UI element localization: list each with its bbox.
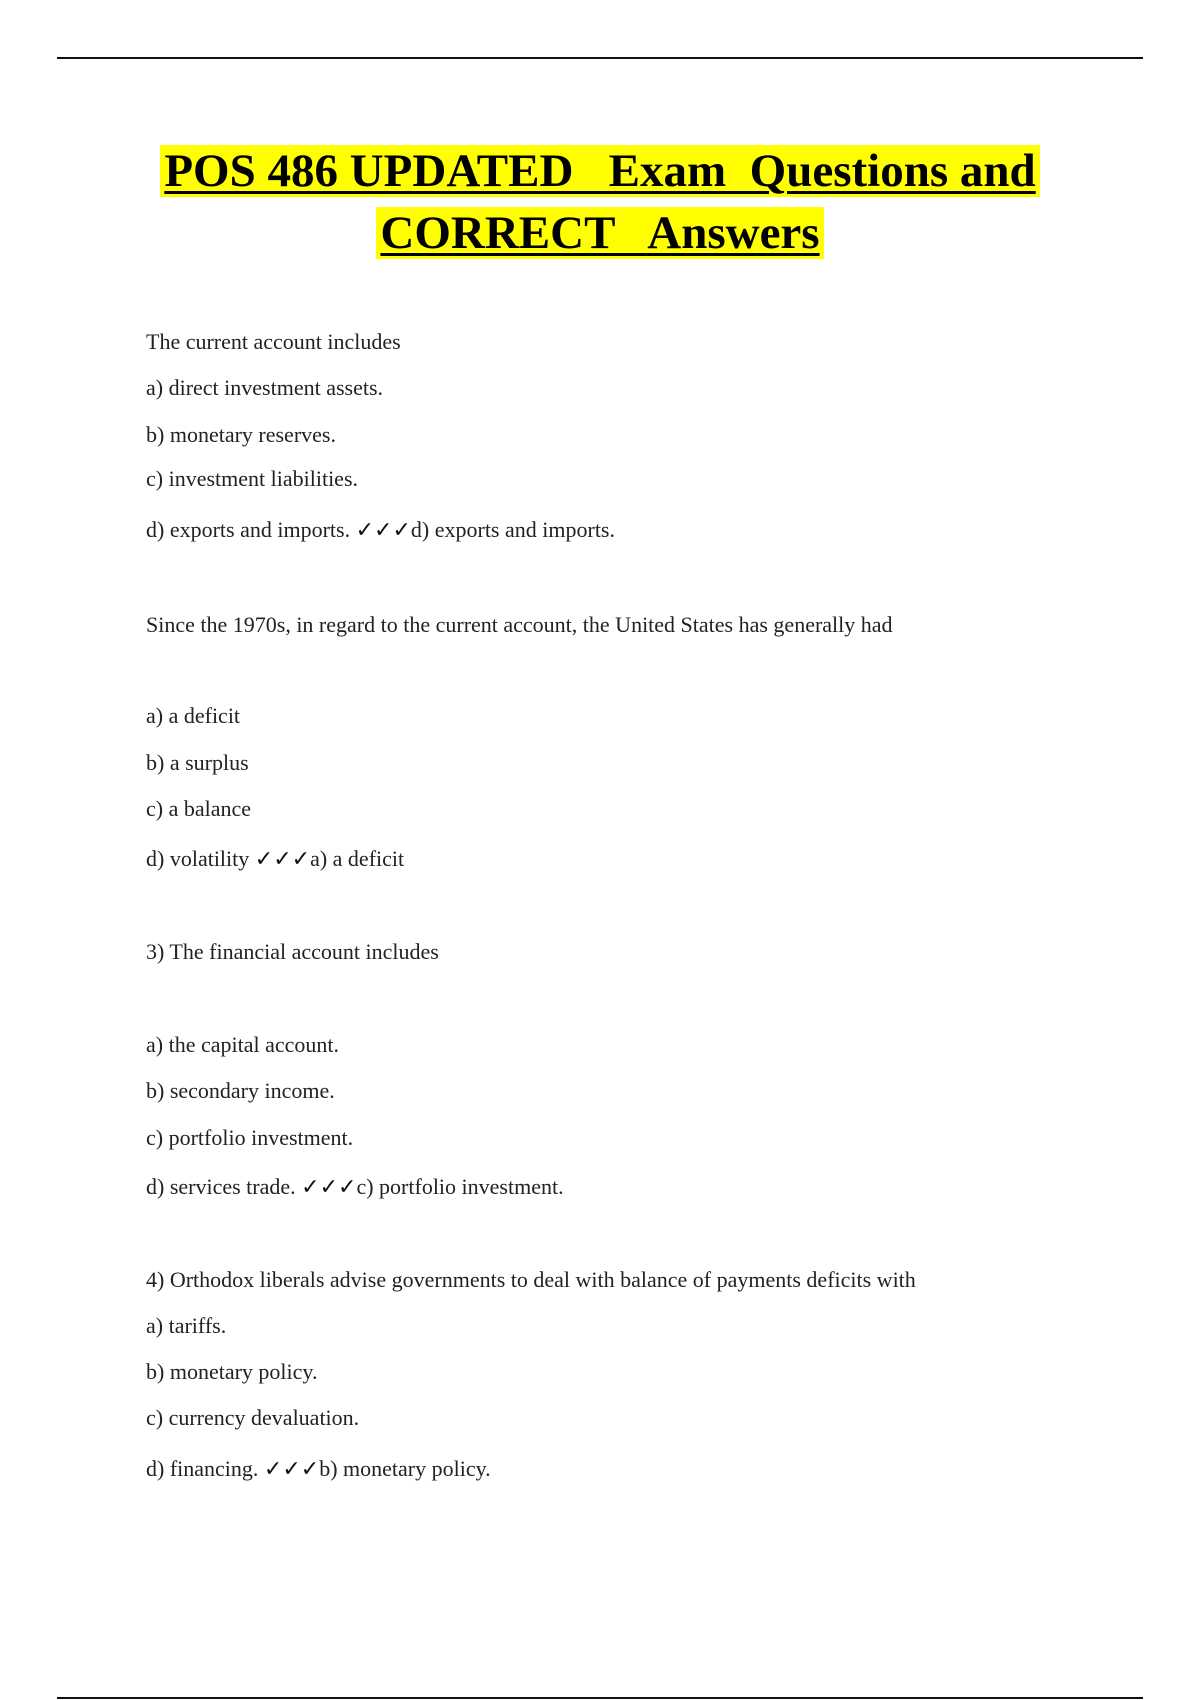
question-3-option-d: d) services trade. xyxy=(146,1174,302,1199)
question-3-option-b: b) secondary income. xyxy=(146,1078,335,1103)
title-line-2: CORRECT Answers xyxy=(376,207,823,259)
question-3-option-a: a) the capital account. xyxy=(146,1032,340,1057)
question-1-option-d: d) exports and imports. xyxy=(146,517,356,542)
question-1-option-c: c) investment liabilities. xyxy=(146,466,359,491)
question-4-option-b: b) monetary policy. xyxy=(146,1359,318,1384)
question-3-prompt: 3) The financial account includes xyxy=(146,939,439,964)
question-2-option-c: c) a balance xyxy=(146,796,252,821)
question-4-answer: b) monetary policy. xyxy=(319,1456,491,1481)
check-marks-icon: ✓✓✓ xyxy=(355,518,411,543)
question-2-answer: a) a deficit xyxy=(310,846,405,871)
question-4-option-c: c) currency devaluation. xyxy=(146,1405,360,1430)
question-2-option-d-line xyxy=(146,845,404,874)
check-marks-icon: ✓✓✓ xyxy=(263,1457,320,1482)
check-marks-icon: ✓✓✓ xyxy=(254,847,311,872)
question-2-prompt: Since the 1970s, in regard to the current account, the United States has generally had xyxy=(146,612,893,637)
question-1-option-b: b) monetary reserves. xyxy=(146,422,336,447)
check-marks-icon: ✓✓✓ xyxy=(301,1175,357,1200)
question-1-option-a: a) direct investment assets. xyxy=(146,375,384,400)
question-3-option-c: c) portfolio investment. xyxy=(146,1125,354,1150)
question-1-option-d-line xyxy=(146,516,615,545)
question-1-answer: d) exports and imports. xyxy=(410,517,615,542)
question-4-option-d: d) financing. xyxy=(146,1456,264,1481)
title-line-1: POS 486 UPDATED Exam Questions and xyxy=(160,145,1039,197)
question-1-prompt: The current account includes xyxy=(146,329,401,354)
question-3-option-d-line xyxy=(146,1173,564,1202)
question-2-option-a: a) a deficit xyxy=(146,703,241,728)
header-rule xyxy=(57,57,1143,59)
question-2-option-b: b) a surplus xyxy=(146,750,249,775)
footer-rule xyxy=(57,1697,1143,1699)
document-title xyxy=(0,140,1200,264)
question-4-option-a: a) tariffs. xyxy=(146,1313,227,1338)
question-4-prompt: 4) Orthodox liberals advise governments to deal with balance of payments deficits with xyxy=(146,1267,916,1292)
question-2-option-d: d) volatility xyxy=(146,846,255,871)
question-3-answer: c) portfolio investment. xyxy=(356,1174,564,1199)
question-4-option-d-line xyxy=(146,1455,491,1484)
